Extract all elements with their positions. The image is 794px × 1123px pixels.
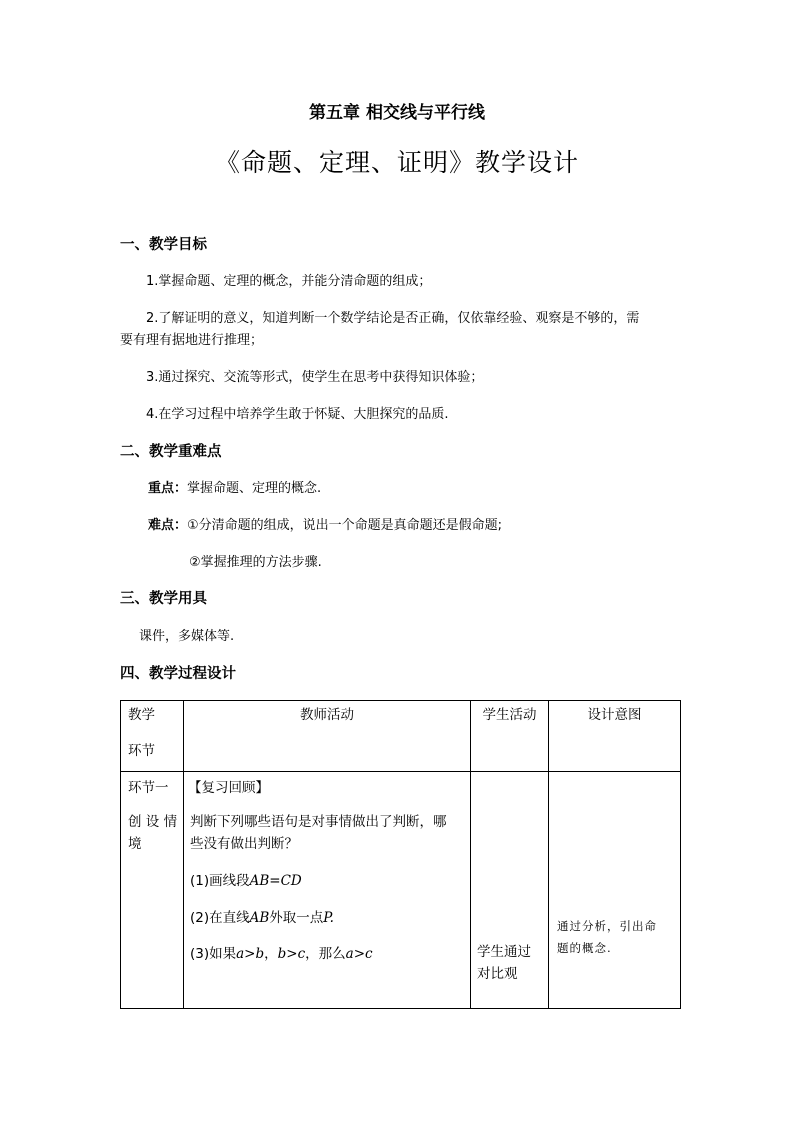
objective-item-4: 4.在学习过程中培养学生敢于怀疑、大胆探究的品质. — [146, 407, 449, 422]
question-line2: 些没有做出判断？ — [190, 836, 298, 852]
difficult-point-2: ②掌握推理的方法步骤. — [189, 555, 322, 570]
student-activity-cell — [471, 772, 549, 1009]
difficult-point-label: 难点： — [148, 518, 188, 533]
section-heading-key-points: 二、教学重难点 — [120, 444, 222, 460]
stage-name: 环节一 — [128, 780, 169, 796]
header-stage-line2: 环节 — [128, 743, 155, 759]
table-row — [121, 772, 681, 1009]
student-activity-line1: 学生通过 — [477, 944, 531, 960]
objective-item-1: 1.掌握命题、定理的概念，并能分清命题的组成； — [146, 274, 432, 289]
objective-item-2-cont: 要有理有据地进行推理； — [120, 333, 264, 348]
header-cell-stage — [121, 701, 184, 772]
chapter-heading: 第五章 相交线与平行线 — [309, 103, 485, 123]
tools-text: 课件，多媒体等. — [139, 629, 235, 644]
section-heading-process: 四、教学过程设计 — [120, 666, 236, 682]
table-header-row — [121, 701, 681, 772]
objective-item-3: 3.通过探究、交流等形式，使学生在思考中获得知识体验； — [146, 370, 484, 385]
header-cell-teacher — [184, 701, 471, 772]
objective-item-2: 2.了解证明的意义，知道判断一个数学结论是否正确，仅依靠经验、观察是不够的，需 — [146, 311, 640, 326]
stage-desc-line1: 创 设 情 — [128, 814, 178, 830]
key-point-text: 掌握命题、定理的概念. — [187, 481, 322, 496]
statement-3: (3)如果a>b，b>c，那么a>c — [190, 946, 373, 962]
section-heading-tools: 三、教学用具 — [120, 591, 207, 607]
header-stage-line1: 教学 — [128, 707, 155, 723]
process-table — [120, 700, 681, 1009]
design-intent-cell — [549, 772, 681, 1009]
stage-desc-line2: 境 — [128, 836, 142, 852]
header-cell-student — [471, 701, 549, 772]
review-title: 【复习回顾】 — [188, 780, 269, 796]
stage-cell — [121, 772, 184, 1009]
question-line1: 判断下列哪些语句是对事情做出了判断，哪 — [190, 814, 447, 830]
statement-2: (2)在直线AB外取一点P. — [190, 910, 334, 926]
statement-1: (1)画线段AB=CD — [190, 873, 302, 889]
header-intent: 设计意图 — [587, 707, 642, 723]
student-activity-line2: 对比观 — [477, 966, 518, 982]
header-cell-intent — [549, 701, 681, 772]
design-intent-line1: 通过分析，引出命 — [557, 919, 657, 933]
teacher-activity-cell — [184, 772, 471, 1009]
document-title: 《命题、定理、证明》教学设计 — [214, 148, 579, 177]
header-teacher: 教师活动 — [300, 707, 354, 723]
header-student: 学生活动 — [482, 707, 537, 723]
section-heading-objectives: 一、教学目标 — [120, 237, 207, 253]
design-intent-line2: 题的概念. — [557, 941, 612, 955]
key-point-label: 重点： — [148, 481, 188, 496]
difficult-point-1: ①分清命题的组成，说出一个命题是真命题还是假命题; — [187, 518, 503, 533]
